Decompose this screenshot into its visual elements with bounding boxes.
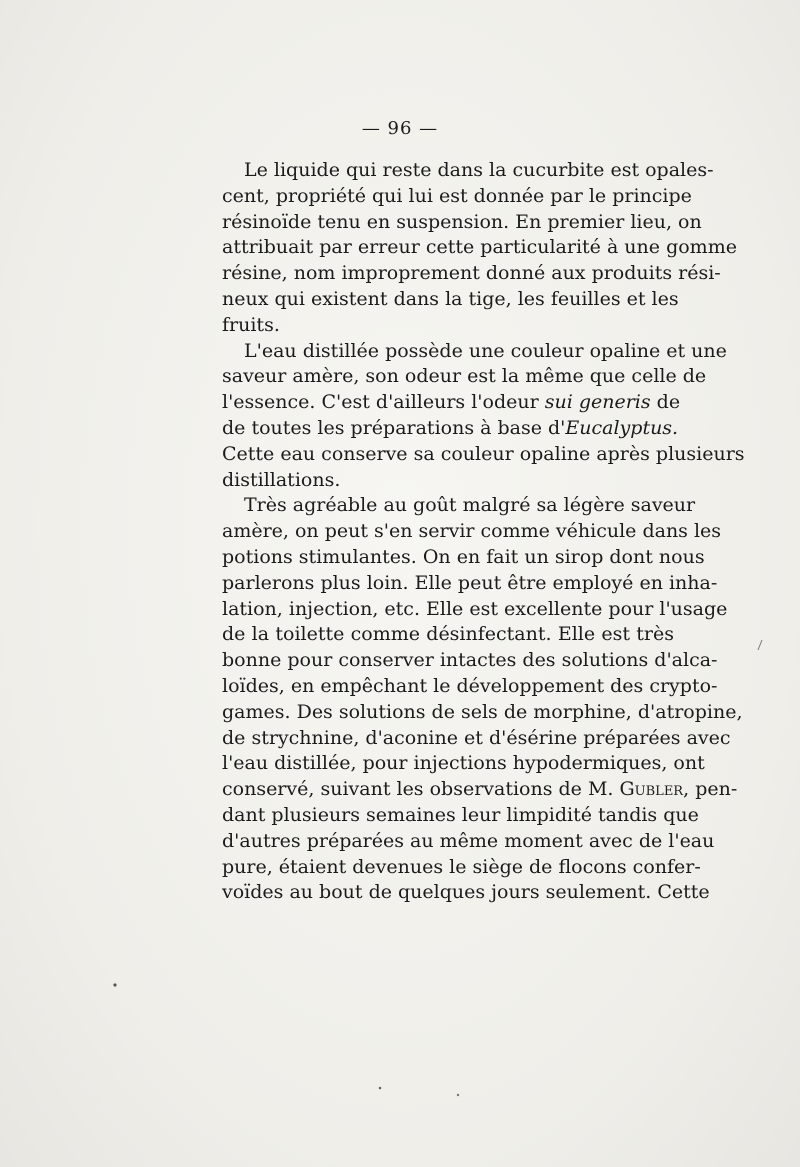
text-line: potions stimulantes. On en fait un sirop dont nous	[222, 545, 705, 568]
text-line: bonne pour conserver intactes des solutions d'alca-	[222, 649, 718, 672]
text-line: fruits.	[222, 313, 280, 336]
text-line: de strychnine, d'aconine et d'ésérine préparées avec	[222, 726, 731, 749]
text-line: cent, propriété qui lui est donnée par le principe	[222, 184, 692, 207]
text-line-mixed	[222, 416, 679, 442]
text-line: Cette eau conserve sa couleur opaline après plusieurs	[222, 442, 745, 465]
paragraph-2	[222, 339, 745, 494]
body-text	[222, 158, 745, 906]
text-line: d'autres préparées au même moment avec de l'eau	[222, 829, 715, 852]
author-name: Gubler	[619, 778, 684, 801]
text-line-mixed	[222, 390, 681, 416]
text-line: lation, injection, etc. Elle est excellente pour l'usage	[222, 597, 728, 620]
text-line: résinoïde tenu en suspension. En premier lieu, on	[222, 210, 702, 233]
paragraph-1	[222, 158, 737, 339]
text-line: parlerons plus loin. Elle peut être employé en inha-	[222, 571, 718, 594]
text-line: de la toilette comme désinfectant. Elle est très	[222, 623, 674, 646]
text-line: amère, on peut s'en servir comme véhicule dans les	[222, 520, 722, 543]
text-run: l'essence. C'est d'ailleurs l'odeur	[222, 391, 545, 414]
italic-term: sui generis	[544, 391, 651, 414]
paragraph-3	[222, 493, 743, 906]
text-line: saveur amère, son odeur est la même que celle de	[222, 365, 707, 388]
text-line: pure, étaient devenues le siège de flocons confer-	[222, 855, 701, 878]
text-run: , pen-	[683, 778, 738, 801]
text-line: attribuait par erreur cette particularité à une gomme	[222, 236, 737, 259]
text-line: distillations.	[222, 468, 341, 491]
text-line: dant plusieurs semaines leur limpidité tandis que	[222, 803, 699, 826]
text-line: games. Des solutions de sels de morphine, d'atropine,	[222, 700, 743, 723]
text-line: Très agréable au goût malgré sa légère saveur	[244, 494, 696, 517]
text-line: loïdes, en empêchant le développement des crypto-	[222, 674, 718, 697]
text-line: Le liquide qui reste dans la cucurbite est opales-	[244, 159, 714, 181]
text-line-mixed	[222, 777, 738, 803]
text-run: de toutes les préparations à base d'	[222, 416, 566, 439]
text-line: voïdes au bout de quelques jours seulement. Cette	[222, 881, 710, 904]
text-run: de	[650, 391, 681, 414]
text-run: conservé, suivant les observations de M.	[222, 778, 620, 801]
text-line: résine, nom improprement donné aux produits rési-	[222, 262, 721, 285]
italic-term: Eucalyptus.	[565, 416, 679, 439]
text-line: L'eau distillée possède une couleur opaline et une	[244, 339, 727, 362]
text-line: neux qui existent dans la tige, les feuilles et les	[222, 287, 679, 310]
page-number: — 96 —	[361, 118, 439, 139]
text-line: l'eau distillée, pour injections hypodermiques, ont	[222, 752, 705, 775]
